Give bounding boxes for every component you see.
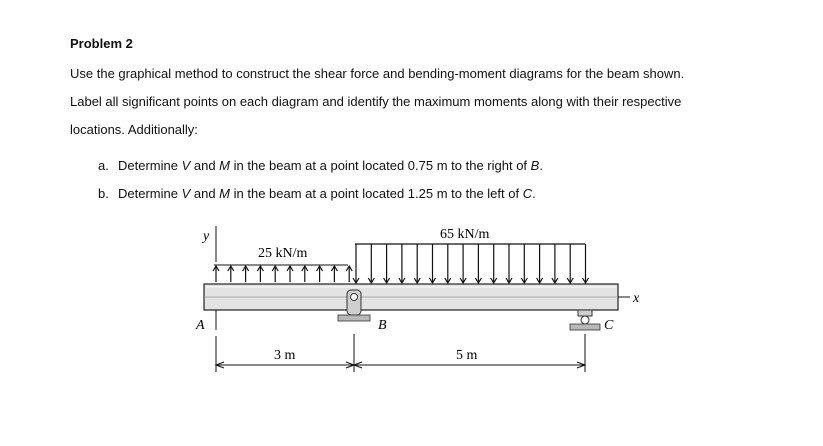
load-right-label: 65 kN/m [440,227,490,242]
load-left-label: 25 kN/m [258,246,308,261]
item-b-text: Determine V and M in the beam at a point located 1.25 m to the left of C. [118,186,536,201]
down-load-arrow [537,244,543,283]
item-a-letter: a. [98,158,109,173]
paragraph-line-1: Use the graphical method to construct the shear force and bending-moment diagrams for the beam shown. [70,66,685,81]
up-load-arrow [213,266,219,282]
up-load-arrow [272,266,278,282]
up-load-arrow [317,266,323,282]
down-load-arrow [384,244,390,283]
down-load-arrow [430,244,436,283]
upward-distributed-load [213,265,352,282]
point-b-label: B [378,318,387,333]
up-load-arrow [287,266,293,282]
up-load-arrow [257,266,263,282]
down-load-arrow [567,244,573,283]
down-load-arrow [414,244,420,283]
up-load-arrow [243,266,249,282]
down-load-arrow [368,244,374,283]
up-load-arrow [346,266,352,282]
roller-support-c [570,310,600,330]
down-load-arrow [521,244,527,283]
up-load-arrow [331,266,337,282]
down-load-arrow [460,244,466,283]
up-load-arrow [228,266,234,282]
down-load-arrow [399,244,405,283]
point-a-label: A [196,318,205,333]
dimension-right-label: 5 m [456,348,478,363]
up-load-arrow [302,266,308,282]
item-b-letter: b. [98,186,109,201]
down-load-arrow [353,244,359,283]
paragraph-line-2: Label all significant points on each diagram and identify the maximum moments along with their respective [70,94,682,109]
dimension-left-label: 3 m [274,348,296,363]
downward-distributed-load [353,244,589,283]
point-c-label: C [604,318,614,333]
problem-title: Problem 2 [70,36,133,51]
item-a-text: Determine V and M in the beam at a point located 0.75 m to the right of B. [118,158,543,173]
down-load-arrow [475,244,481,283]
down-load-arrow [491,244,497,283]
down-load-arrow [506,244,512,283]
y-axis-label: y [203,229,210,244]
dimension-lines [216,334,585,372]
paragraph-line-3: locations. Additionally: [70,122,198,137]
down-load-arrow [583,244,589,283]
down-load-arrow [552,244,558,283]
x-axis-label: x [633,291,640,306]
down-load-arrow [445,244,451,283]
